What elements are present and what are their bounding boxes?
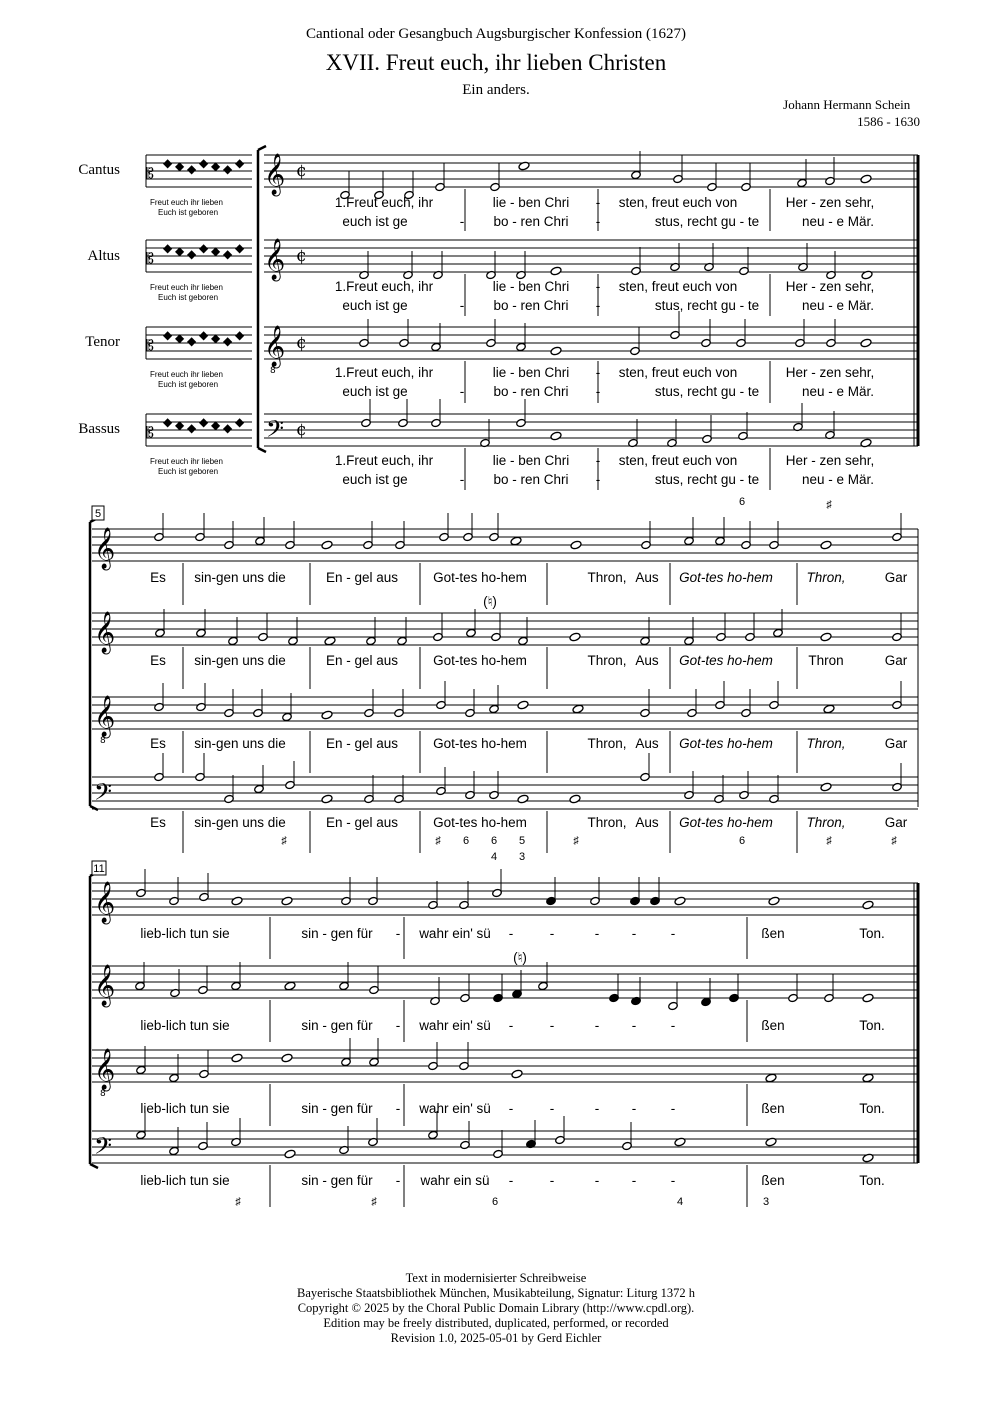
treble-clef-icon: 𝄞 — [264, 326, 286, 367]
lyric-syllable: Thron, — [587, 736, 627, 751]
lyric-syllable: sin-gen uns die — [194, 570, 286, 585]
treble-clef-icon: 𝄞 — [94, 528, 116, 569]
note — [862, 993, 874, 1003]
lyric-line2: stus, recht gu - te — [654, 214, 760, 229]
lyric-syllable: ßen — [761, 1101, 785, 1116]
treble-clef-icon: 𝄞 — [94, 612, 116, 653]
lyric-line2: neu - e Mär. — [801, 384, 875, 399]
note — [823, 704, 835, 714]
bass-clef-icon: 𝄢 — [94, 778, 113, 811]
lyric-line1: Her - zen sehr, — [785, 279, 875, 294]
figured-bass-figure: 6 — [491, 1196, 499, 1208]
lyric-line1: - — [595, 195, 601, 210]
lyric-line1: 1.Freut euch, ihr — [334, 279, 434, 294]
lyric-line2: neu - e Mär. — [801, 472, 875, 487]
lyric-line1: lie - ben Chri — [492, 279, 570, 294]
lyric-syllable: - — [631, 1018, 637, 1033]
lyric-syllable: Aus — [635, 570, 659, 585]
voice-name-cantus: Cantus — [78, 162, 120, 178]
note — [321, 794, 333, 804]
note — [510, 536, 522, 546]
lyric-syllable: Gar — [884, 815, 908, 830]
figured-bass-figure: 5 — [518, 835, 526, 847]
cut-time-icon: ¢ — [296, 161, 307, 181]
lyric-syllable: sin-gen uns die — [194, 815, 286, 830]
lyric-line2: stus, recht gu - te — [654, 298, 760, 313]
lyric-line2: bo - ren Chri — [493, 214, 569, 229]
lyric-syllable: - — [508, 1018, 514, 1033]
lyric-line2: euch ist ge — [342, 384, 408, 399]
note — [768, 896, 780, 906]
figured-bass-figure: 3 — [518, 851, 526, 863]
incipit-note-icon: ◆ — [211, 159, 221, 173]
incipit-note-icon: ◆ — [175, 418, 185, 432]
note — [860, 338, 872, 348]
lyric-syllable: Got-tes ho-hem — [433, 653, 527, 668]
lyric-syllable: - — [549, 1018, 555, 1033]
lyric-line1: 1.Freut euch, ihr — [334, 453, 434, 468]
lyric-syllable: En - gel aus — [325, 570, 399, 585]
figured-bass-figure: ♯ — [281, 835, 287, 847]
lyric-syllable: - — [670, 1101, 676, 1116]
lyric-syllable: - — [549, 926, 555, 941]
note — [550, 431, 562, 441]
lyric-line2: - — [595, 214, 601, 229]
note — [820, 540, 832, 550]
lyric-line2: - — [459, 384, 465, 399]
lyric-syllable: Gar — [884, 653, 908, 668]
lyric-line2: stus, recht gu - te — [654, 472, 760, 487]
lyric-syllable: - — [631, 1101, 637, 1116]
lyric-syllable: Thron, — [806, 570, 846, 585]
incipit-text: Freut euch ihr lieben — [150, 370, 223, 379]
measure-number: 5 — [94, 508, 102, 520]
page-title: XVII. Freut euch, ihr lieben Christen — [325, 50, 667, 75]
lyric-syllable: sin - gen für — [301, 1173, 373, 1188]
incipit-text: Freut euch ihr lieben — [150, 283, 223, 292]
lyric-syllable: Aus — [635, 653, 659, 668]
lyric-line1: sten, freut euch von — [618, 279, 738, 294]
incipit-note-icon: ◆ — [163, 328, 173, 342]
accidental-hint: (♮) — [513, 950, 527, 965]
note — [862, 1073, 874, 1083]
incipit-text: Euch ist geboren — [158, 467, 219, 476]
voice-name-altus: Altus — [87, 248, 120, 264]
footer-line: Edition may be freely distributed, duplicated, performed, or recorded — [323, 1316, 669, 1330]
lyric-syllable: - — [395, 1173, 401, 1188]
lyric-syllable: - — [670, 926, 676, 941]
note — [281, 1053, 293, 1063]
note — [572, 704, 584, 714]
lyric-syllable: wahr ein' sü — [419, 1101, 491, 1116]
lyric-syllable: lieb-lich tun sie — [140, 1018, 230, 1033]
figured-bass-figure: ♯ — [826, 835, 832, 847]
incipit-note-icon: ◆ — [235, 415, 245, 429]
note — [569, 794, 581, 804]
lyric-syllable: sin-gen uns die — [194, 653, 286, 668]
lyric-syllable: Got-tes ho-hem — [433, 815, 527, 830]
incipit-note-icon: ◆ — [163, 156, 173, 170]
note — [569, 632, 581, 642]
incipit-note-icon: ◆ — [235, 241, 245, 255]
note — [231, 896, 243, 906]
lyric-syllable: wahr ein sü — [420, 1173, 490, 1188]
lyric-line1: - — [595, 279, 601, 294]
lyric-syllable: Got-tes ho-hem — [433, 736, 527, 751]
note — [570, 540, 582, 550]
lyric-syllable: sin - gen für — [301, 926, 373, 941]
lyric-syllable: ßen — [761, 1018, 785, 1033]
treble-clef-icon: 𝄞 — [94, 882, 116, 923]
lyric-syllable: Es — [150, 815, 166, 830]
octave-mark: 8 — [100, 1089, 106, 1099]
lyric-syllable: ßen — [761, 926, 785, 941]
lyric-line2: - — [459, 214, 465, 229]
lyric-syllable: Ton. — [859, 1018, 885, 1033]
incipit-clef-icon: 𝄡 — [146, 425, 154, 441]
lyric-syllable: - — [670, 1018, 676, 1033]
lyric-line1: - — [595, 453, 601, 468]
lyric-syllable: - — [508, 1173, 514, 1188]
figured-bass-figure: 3 — [762, 1196, 770, 1208]
lyric-syllable: - — [594, 1101, 600, 1116]
note — [550, 346, 562, 356]
lyric-line2: euch ist ge — [342, 298, 408, 313]
note — [517, 794, 529, 804]
lyric-syllable: Got-tes ho-hem — [679, 815, 773, 830]
lyric-syllable: Thron, — [806, 736, 846, 751]
incipit-text: Freut euch ihr lieben — [150, 198, 223, 207]
incipit-note-icon: ◆ — [211, 244, 221, 258]
incipit-clef-icon: 𝄡 — [146, 338, 154, 354]
incipit-note-icon: ◆ — [223, 162, 233, 176]
lyric-syllable: Thron, — [587, 653, 627, 668]
lyric-syllable: - — [594, 1173, 600, 1188]
incipit-note-icon: ◆ — [199, 415, 209, 429]
note — [321, 540, 333, 550]
lyric-syllable: - — [508, 926, 514, 941]
figured-bass-figure: 4 — [676, 1196, 684, 1208]
lyric-line2: bo - ren Chri — [493, 472, 569, 487]
note — [281, 896, 293, 906]
lyric-line2: euch ist ge — [342, 472, 408, 487]
lyric-line1: 1.Freut euch, ihr — [334, 365, 434, 380]
footer — [0, 1271, 992, 1346]
lyric-syllable: Aus — [635, 736, 659, 751]
octave-mark: 8 — [100, 736, 106, 746]
lyric-line1: sten, freut euch von — [618, 365, 738, 380]
incipit-note-icon: ◆ — [187, 421, 197, 435]
incipit-note-icon: ◆ — [163, 415, 173, 429]
note — [820, 632, 832, 642]
lyric-syllable: sin - gen für — [301, 1018, 373, 1033]
accidental-hint: (♮) — [483, 594, 497, 609]
lyric-syllable: Got-tes ho-hem — [433, 570, 527, 585]
cut-time-icon: ¢ — [296, 246, 307, 266]
figured-bass-figure: ♯ — [371, 1196, 377, 1208]
lyric-line2: - — [595, 472, 601, 487]
lyric-line2: neu - e Mär. — [801, 214, 875, 229]
incipit-note-icon: ◆ — [163, 241, 173, 255]
lyric-syllable: Got-tes ho-hem — [679, 736, 773, 751]
lyric-syllable: - — [631, 926, 637, 941]
lyric-syllable: Got-tes ho-hem — [679, 653, 773, 668]
incipit-note-icon: ◆ — [223, 247, 233, 261]
lyric-syllable: Thron, — [806, 815, 846, 830]
incipit-note-icon: ◆ — [235, 156, 245, 170]
lyric-syllable: Es — [150, 570, 166, 585]
lyric-line2: - — [459, 298, 465, 313]
lyric-line2: bo - ren Chri — [493, 298, 569, 313]
figured-bass-figure: 6 — [738, 835, 746, 847]
lyric-syllable: - — [631, 1173, 637, 1188]
figured-bass-figure: ♯ — [891, 835, 897, 847]
treble-clef-icon: 𝄞 — [264, 239, 286, 280]
lyric-syllable: Ton. — [859, 1173, 885, 1188]
lyric-syllable: Gar — [884, 736, 908, 751]
note — [765, 1073, 777, 1083]
lyric-line2: stus, recht gu - te — [654, 384, 760, 399]
lyric-syllable: - — [670, 1173, 676, 1188]
lyric-syllable: Aus — [635, 815, 659, 830]
footer-line: Text in modernisierter Schreibweise — [405, 1271, 587, 1285]
lyric-syllable: En - gel aus — [325, 653, 399, 668]
incipit-clef-icon: 𝄡 — [146, 251, 154, 267]
composer-name: Johann Hermann Schein — [783, 97, 911, 112]
lyric-syllable: - — [395, 926, 401, 941]
lyric-line2: - — [459, 472, 465, 487]
lyric-syllable: lieb-lich tun sie — [140, 926, 230, 941]
lyric-syllable: Thron, — [587, 570, 627, 585]
note — [231, 1053, 243, 1063]
figured-bass-figure: 6 — [738, 496, 746, 508]
cut-time-icon: ¢ — [296, 333, 307, 353]
lyric-syllable: Got-tes ho-hem — [679, 570, 773, 585]
lyric-syllable: Thron — [808, 653, 844, 668]
lyric-syllable: Ton. — [859, 1101, 885, 1116]
lyric-syllable: En - gel aus — [325, 736, 399, 751]
incipit-text: Euch ist geboren — [158, 208, 219, 217]
note — [324, 636, 336, 646]
lyric-line2: - — [595, 384, 601, 399]
lyric-line1: 1.Freut euch, ihr — [334, 195, 434, 210]
lyric-line1: Her - zen sehr, — [785, 195, 875, 210]
lyric-line2: bo - ren Chri — [493, 384, 569, 399]
footer-line: Revision 1.0, 2025-05-01 by Gerd Eichler — [390, 1331, 602, 1345]
treble-clef-icon: 𝄞 — [94, 1049, 116, 1090]
incipit-note-icon: ◆ — [223, 334, 233, 348]
lyric-syllable: wahr ein' sü — [419, 926, 491, 941]
treble-clef-icon: 𝄞 — [94, 965, 116, 1006]
voice-name-bassus: Bassus — [78, 421, 120, 437]
incipit-text: Euch ist geboren — [158, 380, 219, 389]
lyric-line1: - — [595, 365, 601, 380]
voice-name-tenor: Tenor — [85, 334, 120, 350]
note — [517, 700, 529, 710]
incipit-note-icon: ◆ — [199, 156, 209, 170]
lyric-syllable: - — [594, 1018, 600, 1033]
lyric-line1: sten, freut euch von — [618, 453, 738, 468]
figured-bass-figure: 6 — [462, 835, 470, 847]
lyric-syllable: wahr ein' sü — [419, 1018, 491, 1033]
note — [511, 1069, 523, 1079]
note — [674, 896, 686, 906]
measure-number: 11 — [93, 863, 105, 875]
lyric-line1: Her - zen sehr, — [785, 453, 875, 468]
treble-clef-icon: 𝄞 — [94, 696, 116, 737]
lyric-syllable: ßen — [761, 1173, 785, 1188]
note — [284, 981, 296, 991]
note — [860, 174, 872, 184]
lyric-syllable: En - gel aus — [325, 815, 399, 830]
lyric-line1: sten, freut euch von — [618, 195, 738, 210]
figured-bass-figure: ♯ — [573, 835, 579, 847]
composer-dates: 1586 - 1630 — [857, 114, 920, 129]
bass-clef-icon: 𝄢 — [266, 415, 285, 448]
lyric-syllable: sin-gen uns die — [194, 736, 286, 751]
figured-bass-figure: ♯ — [826, 499, 832, 511]
lyric-line1: lie - ben Chri — [492, 453, 570, 468]
octave-mark: 8 — [270, 366, 276, 376]
incipit-note-icon: ◆ — [187, 334, 197, 348]
lyric-line1: lie - ben Chri — [492, 195, 570, 210]
lyric-syllable: lieb-lich tun sie — [140, 1101, 230, 1116]
figured-bass-figure: 4 — [490, 851, 498, 863]
incipit-note-icon: ◆ — [211, 331, 221, 345]
incipit-note-icon: ◆ — [199, 328, 209, 342]
note — [284, 1149, 296, 1159]
treble-clef-icon: 𝄞 — [264, 154, 286, 195]
lyric-line2: euch ist ge — [342, 214, 408, 229]
footer-line: Copyright © 2025 by the Choral Public Domain Library (http://www.cpdl.org). — [297, 1301, 695, 1315]
incipit-note-icon: ◆ — [175, 244, 185, 258]
lyric-syllable: Es — [150, 736, 166, 751]
incipit-clef-icon: 𝄡 — [146, 166, 154, 182]
lyric-line2: - — [595, 298, 601, 313]
lyric-syllable: Thron, — [587, 815, 627, 830]
incipit-note-icon: ◆ — [223, 421, 233, 435]
figured-bass-figure: 6 — [490, 835, 498, 847]
lyric-syllable: Es — [150, 653, 166, 668]
note — [321, 710, 333, 720]
lyric-syllable: - — [549, 1173, 555, 1188]
incipit-note-icon: ◆ — [199, 241, 209, 255]
incipit-note-icon: ◆ — [211, 418, 221, 432]
lyric-syllable: sin - gen für — [301, 1101, 373, 1116]
incipit-text: Freut euch ihr lieben — [150, 457, 223, 466]
figured-bass-figure: ♯ — [435, 835, 441, 847]
lyric-syllable: - — [549, 1101, 555, 1116]
incipit-note-icon: ◆ — [187, 162, 197, 176]
incipit-text: Euch ist geboren — [158, 293, 219, 302]
lyric-line2: neu - e Mär. — [801, 298, 875, 313]
lyric-syllable: - — [508, 1101, 514, 1116]
figured-bass-figure: ♯ — [235, 1196, 241, 1208]
note — [820, 782, 832, 792]
source-line: Cantional oder Gesangbuch Augsburgischer Konfession (1627) — [305, 26, 687, 42]
lyric-syllable: - — [395, 1018, 401, 1033]
incipit-note-icon: ◆ — [175, 159, 185, 173]
note — [862, 900, 874, 910]
lyric-syllable: Ton. — [859, 926, 885, 941]
incipit-note-icon: ◆ — [175, 331, 185, 345]
incipit-note-icon: ◆ — [235, 328, 245, 342]
note — [550, 266, 562, 276]
footer-line: Bayerische Staatsbibliothek München, Musikabteilung, Signatur: Liturg 1372 h — [297, 1286, 695, 1300]
bass-clef-icon: 𝄢 — [94, 1132, 113, 1165]
lyric-syllable: - — [395, 1101, 401, 1116]
lyric-syllable: - — [594, 926, 600, 941]
lyric-line1: lie - ben Chri — [492, 365, 570, 380]
lyric-line1: Her - zen sehr, — [785, 365, 875, 380]
subtitle: Ein anders. — [462, 82, 530, 98]
incipit-note-icon: ◆ — [187, 247, 197, 261]
cut-time-icon: ¢ — [296, 420, 307, 440]
lyric-syllable: Gar — [884, 570, 908, 585]
lyric-syllable: lieb-lich tun sie — [140, 1173, 230, 1188]
